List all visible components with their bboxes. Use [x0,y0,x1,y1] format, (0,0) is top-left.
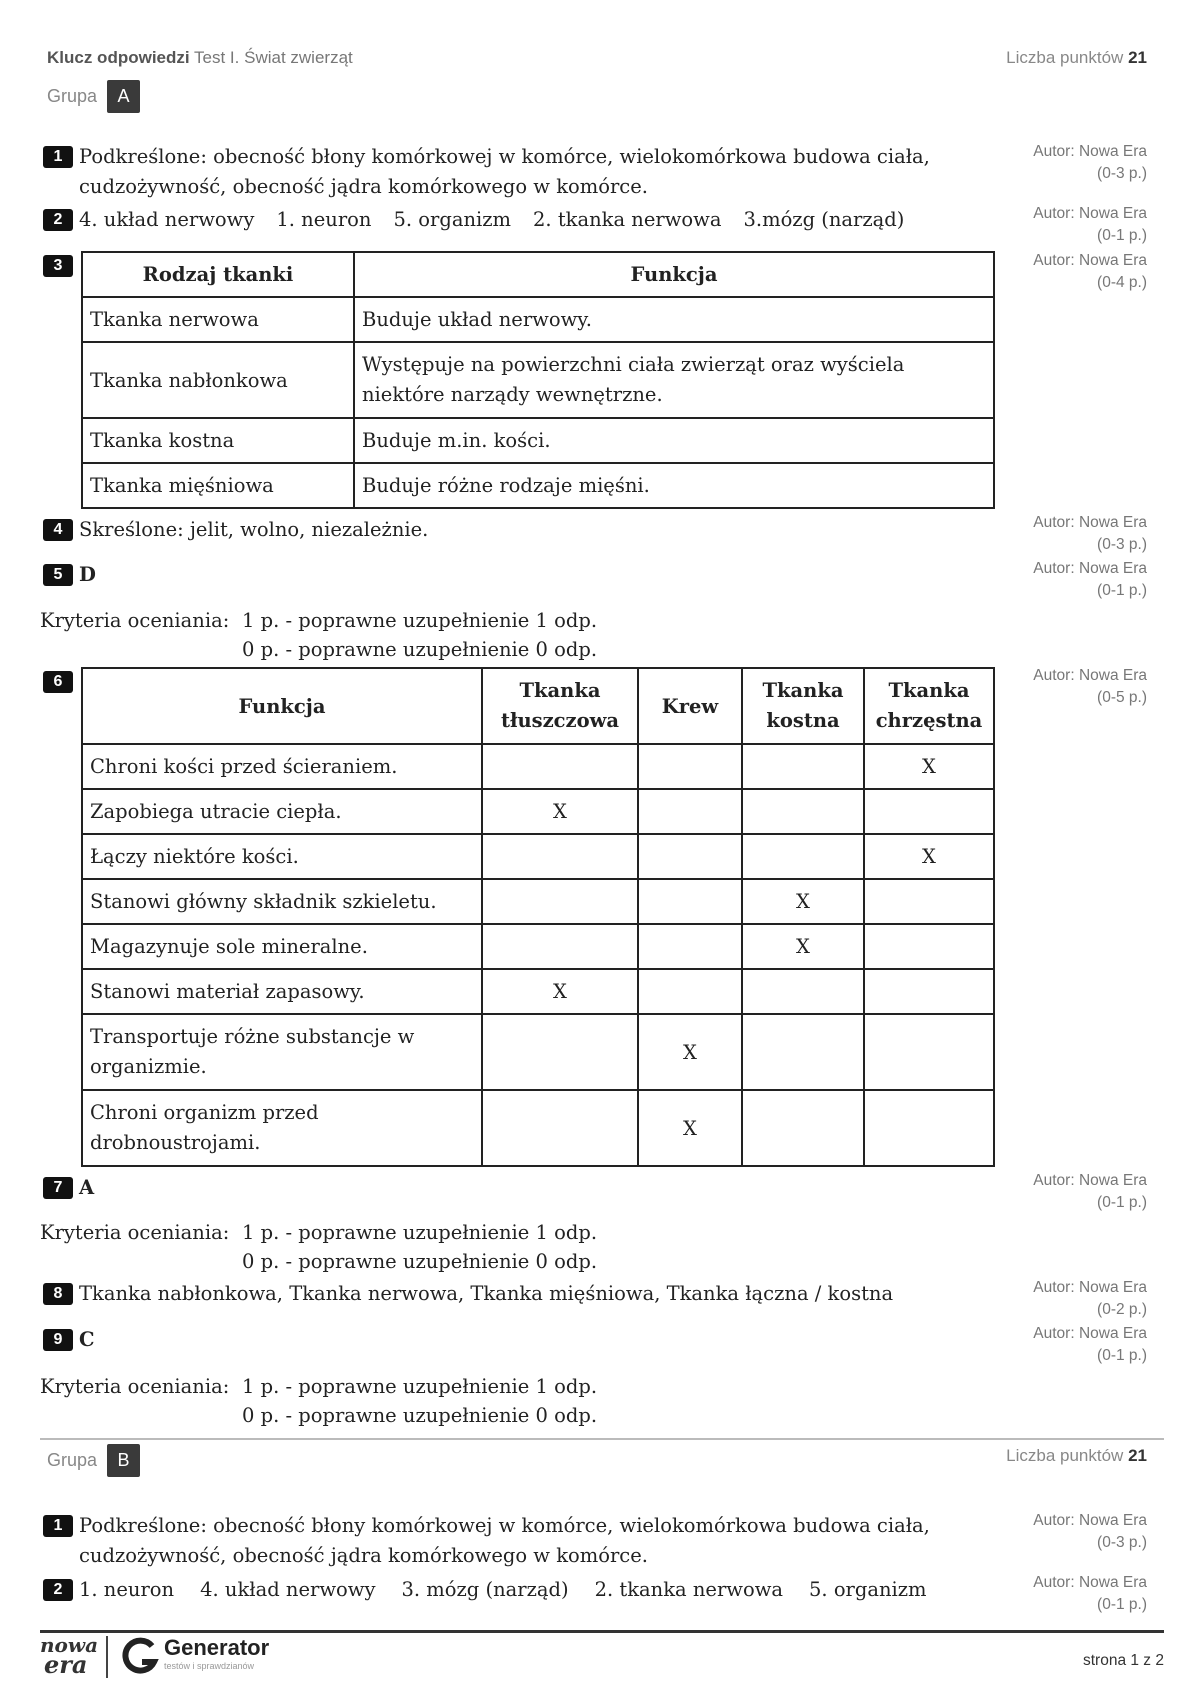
criteria-q9: Kryteria oceniania: 1 p. - poprawne uzupełnienie 1 odp. 0 p. - poprawne uzupełnienie 0 odp. [40,1375,598,1427]
footer-divider [40,1630,1164,1633]
author-q6-a: Autor: Nowa Era (0-5 p.) [1033,667,1147,706]
tissue-function-label: Transportuje różne substancje w organizmie. [82,1014,482,1090]
question-7-a: 7 A [43,1173,94,1203]
tissue-x-cell [482,834,638,879]
tissue-x-cell [638,924,742,969]
tissue-x-cell [742,1090,864,1166]
question-1-b: 1 Podkreślone: obecność błony komórkowej w komórce, wielokomórkowa budowa ciała, cudzożywność, obecność jądra komórkowego w komórce. [43,1511,930,1571]
tissue-x-cell [742,834,864,879]
tissue-x-cell: X [482,789,638,834]
tissue-function-label: Stanowi materiał zapasowy. [82,969,482,1014]
tissue-x-cell: X [742,879,864,924]
tissue-x-cell [638,834,742,879]
author-q2-b: Autor: Nowa Era (0-1 p.) [1033,1574,1147,1613]
footer-logo-separator [106,1636,108,1678]
question-2-b: 2 1. neuron 4. układ nerwowy 3. mózg (narząd) 2. tkanka nerwowa 5. organizm [43,1575,927,1605]
tissue-x-cell [864,969,994,1014]
author-q1-b: Autor: Nowa Era (0-3 p.) [1033,1512,1147,1551]
question-4-a: 4 Skreślone: jelit, wolno, niezależnie. [43,515,428,545]
points-total: Liczba punktów 21 [1006,48,1147,67]
tissue-x-cell [482,1014,638,1090]
tissue-x-cell [864,789,994,834]
answer-key-label: Klucz odpowiedzi [47,48,190,67]
tissue-x-cell [864,1090,994,1166]
tissue-x-cell: X [864,744,994,789]
tissue-x-row [82,789,994,834]
tissue-x-cell [864,924,994,969]
tissue-x-cell [864,1014,994,1090]
page-header-title [47,48,353,68]
tissue-function-label: Magazynuje sole mineralne. [82,924,482,969]
author-q4-a: Autor: Nowa Era (0-3 p.) [1033,514,1147,553]
tissue-x-cell [742,1014,864,1090]
tissue-x-cell [482,924,638,969]
nowa-era-logo: nowa era [40,1633,99,1679]
tissue-x-row [82,969,994,1014]
group-a-badge: A [107,80,140,113]
author-q1-a: Autor: Nowa Era (0-3 p.) [1033,143,1147,182]
tissue-x-cell [638,789,742,834]
criteria-q5: Kryteria oceniania: 1 p. - poprawne uzupełnienie 1 odp. 0 p. - poprawne uzupełnienie 0 odp. [40,609,598,661]
question-5-a: 5 D [43,560,96,590]
tissue-x-cell: X [638,1090,742,1166]
points-total-b: Liczba punktów 21 [1006,1446,1147,1465]
group-a-label: Grupa A [47,80,140,113]
tissue-x-row [82,1014,994,1090]
author-q2-a: Autor: Nowa Era (0-1 p.) [1033,205,1147,244]
tissue-x-cell [638,879,742,924]
tissue-x-row [82,879,994,924]
tissue-x-cell [638,969,742,1014]
tissue-x-row [82,744,994,789]
group-divider [40,1438,1164,1440]
question-6-a-num: 6 [43,671,73,693]
question-9-a: 9 C [43,1325,95,1355]
generator-logo-icon [120,1636,160,1678]
question-1-a: 1 Podkreślone: obecność błony komórkowej w komórce, wielokomórkowa budowa ciała, cudzożywność, obecność jądra komórkowego w komórce. [43,142,930,202]
tissue-x-cell: X [482,969,638,1014]
tissue-function-table: Rodzaj tkanki Funkcja Tkanka nerwowa Buduje układ nerwowy. Tkanka nabłonkowa Występuje na powierzchni ciała zwierząt oraz wyściela niektóre narządy wewnętrzne. Tkanka kostna Buduje m.in. kości. Tkanka mięśniowa Buduje różne rodzaje mięśni. [81,251,995,509]
tissue-x-cell [638,744,742,789]
group-b-label: Grupa B [47,1444,140,1477]
author-q9-a: Autor: Nowa Era (0-1 p.) [1033,1325,1147,1364]
tissue-function-label: Łączy niektóre kości. [82,834,482,879]
question-2-a: 2 4. układ nerwowy 1. neuron 5. organizm 2. tkanka nerwowa 3.mózg (narząd) [43,205,904,235]
tissue-x-cell [482,744,638,789]
tissue-x-cell [864,879,994,924]
tissue-x-cell [742,789,864,834]
tissue-x-row [82,1090,994,1166]
author-q8-a: Autor: Nowa Era (0-2 p.) [1033,1279,1147,1318]
page-number: strona 1 z 2 [1083,1652,1164,1669]
tissue-x-cell [482,879,638,924]
tissue-function-label: Chroni organizm przed drobnoustrojami. [82,1090,482,1166]
author-q7-a: Autor: Nowa Era (0-1 p.) [1033,1172,1147,1211]
generator-brand: Generator testów i sprawdzianów [164,1635,270,1671]
tissue-x-cell [742,969,864,1014]
group-b-badge: B [107,1444,140,1477]
tissue-function-label: Zapobiega utracie ciepła. [82,789,482,834]
author-q5-a: Autor: Nowa Era (0-1 p.) [1033,560,1147,599]
tissue-x-cell [482,1090,638,1166]
question-3-a-num: 3 [43,255,73,277]
tissue-x-row [82,834,994,879]
tissue-x-row [82,924,994,969]
tissue-function-label: Chroni kości przed ścieraniem. [82,744,482,789]
tissue-x-cell: X [742,924,864,969]
criteria-q7: Kryteria oceniania: 1 p. - poprawne uzupełnienie 1 odp. 0 p. - poprawne uzupełnienie 0 odp. [40,1221,598,1273]
tissue-x-cell [742,744,864,789]
author-q3-a: Autor: Nowa Era (0-4 p.) [1033,252,1147,291]
tissue-function-label: Stanowi główny składnik szkieletu. [82,879,482,924]
tissue-x-cell: X [864,834,994,879]
tissue-x-cell: X [638,1014,742,1090]
tissue-x-table: Funkcja Tkanka tłuszczowa Krew Tkanka kostna Tkanka chrzęstna Chroni kości przed ścieraniem. X Zapobiega utracie ciepła. X Łączy niektóre kości. X Stanowi główny składnik szkieletu. X Magazynuje sole mineralne. X Stanowi materiał zapasowy. X Transportuje różne substancje w organizmie. X Chroni organizm przed drobnoustrojami. X [81,667,995,1167]
question-8-a: 8 Tkanka nabłonkowa, Tkanka nerwowa, Tkanka mięśniowa, Tkanka łączna / kostna [43,1279,893,1309]
test-name: Test I. Świat zwierząt [194,48,353,67]
